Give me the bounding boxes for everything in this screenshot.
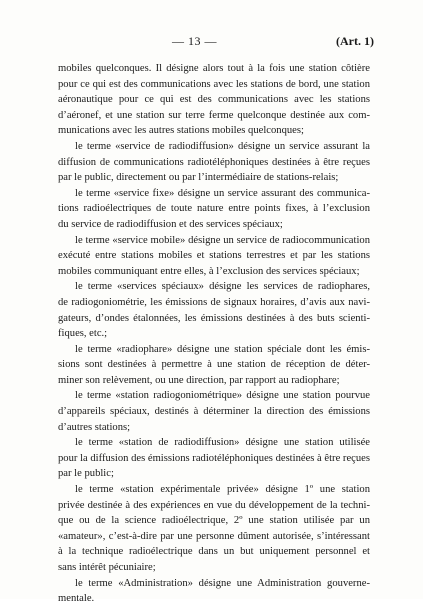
text-line: d’autres stations; <box>58 421 131 433</box>
text-line: le terme «station de radiodiffusion» désigne une station utilisée <box>75 437 370 449</box>
text-line: le terme «radiophare» désigne une station spéciale dont les émis- <box>75 343 370 355</box>
text-line: fiques, etc.; <box>58 328 108 340</box>
text-line: d’aéronef, et une station sur terre ferme quelconque destinée aux com- <box>58 109 370 121</box>
page-number: — 13 — <box>172 34 217 48</box>
text-line: à la technique radioélectrique dans un but uniquement personnel et <box>58 546 370 558</box>
text-line: le terme «Administration» désigne une Administration gouverne- <box>75 577 370 589</box>
text-line: aéronautique pour ce qui est des communications avec les stations <box>58 94 370 106</box>
text-line: le terme «service fixe» désigne un service assurant des communica- <box>75 187 370 199</box>
text-line: le terme «service de radiodiffusion» désigne un service assurant la <box>75 140 370 152</box>
text-line: par le public; <box>58 468 114 480</box>
text-line: privée destinée à des expériences en vue du développement de la techni- <box>58 499 370 511</box>
text-line: le terme «services spéciaux» désigne les services de radiophares, <box>75 281 370 293</box>
text-line: d’appareils spéciaux, destinés à déterminer la direction des émissions <box>58 406 370 418</box>
text-line: le terme «station expérimentale privée» désigne 1º une station <box>75 484 370 496</box>
text-line: exécuté entre stations mobiles et stations terrestres et par les stations <box>58 250 370 262</box>
text-line: que ou de la science radioélectrique, 2º une station utilisée par un <box>58 515 370 527</box>
text-line: pour la diffusion des émissions radiotéléphoniques destinées à être reçues <box>58 452 370 464</box>
text-line: gateurs, d’ondes étalonnées, les émissions destinées à des buts scienti- <box>58 312 370 324</box>
text-line: le terme «station radiogoniométrique» désigne une station pourvue <box>75 390 370 402</box>
text-line: le terme «service mobile» désigne un service de radiocommunication <box>75 234 370 246</box>
text-line: diffusion de communications radiotéléphoniques destinées à être reçues <box>58 156 370 168</box>
text-line: par le public, directement ou par l’intermédiaire de stations-relais; <box>58 172 339 184</box>
text-line: sions sont destinées à permettre à une station de réception de déter- <box>58 359 370 371</box>
text-line: tions radioélectriques de toute nature entre points fixes, à l’exclusion <box>58 203 370 215</box>
text-line: mobiles communiquant entre elles, à l’exclusion des services spéciaux; <box>58 265 360 277</box>
text-line: mobiles quelconques. Il désigne alors tout à la fois une station côtière <box>58 63 370 74</box>
body-text <box>58 61 370 607</box>
text-line: munications avec les autres stations mobiles quelconques; <box>58 125 304 137</box>
text-line: de radiogoniométrie, les émissions de signaux horaires, d’avis aux navi- <box>58 296 370 308</box>
text-line: sans intérêt pécuniaire; <box>58 562 156 573</box>
text-line: mentale. <box>58 593 95 605</box>
text-line: du service de radiodiffusion et des services spéciaux; <box>58 218 283 230</box>
text-line: miner son relèvement, ou une direction, par rapport au radiophare; <box>58 374 340 386</box>
article-reference: (Art. 1) <box>336 34 374 48</box>
text-line: pour ce qui est des communications avec les stations de bord, une station <box>58 78 370 90</box>
text-line: «amateur», c’est-à-dire par une personne dûment autorisée, s’intéressant <box>58 530 370 542</box>
page-header <box>58 34 374 50</box>
